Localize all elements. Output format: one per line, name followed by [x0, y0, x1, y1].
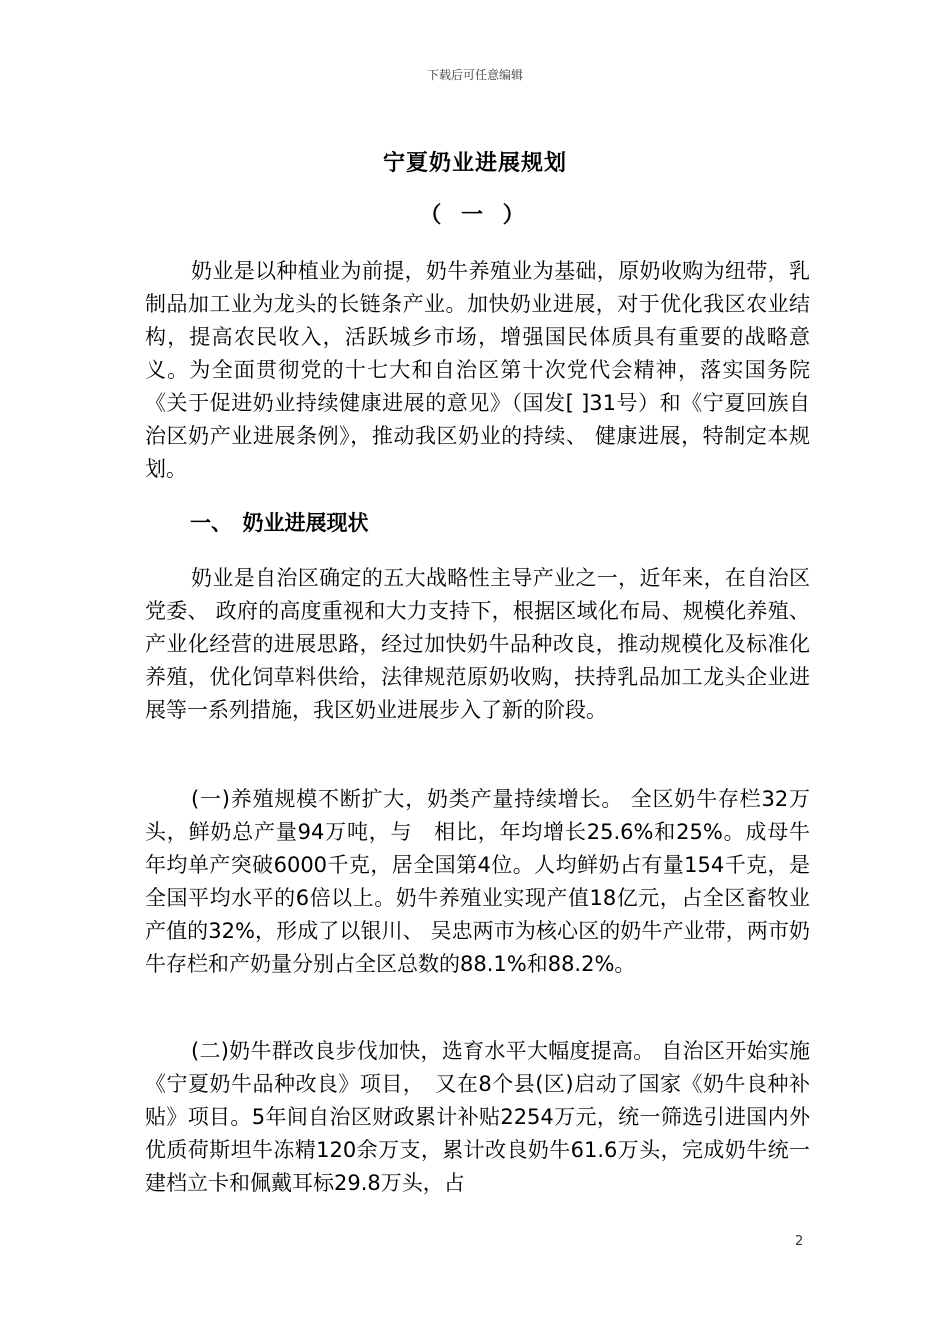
section-heading: 一、 奶业进展现状 [190, 511, 369, 535]
scale-paragraph: (一)养殖规模不断扩大，奶类产量持续增长。 全区奶牛存栏32万头，鲜奶总产量94万吨，与 相比，年均增长25.6%和25%。成母牛年均单产突破6000千克，居全国第4位。人均鲜奶占有量154千克，是全国平均水平的6倍以上。奶牛养殖业实现产值18亿元，占全区畜牧业产值的32%，形成了以银川、 吴忠两市为核心区的奶牛产业带，两市奶牛存栏和产奶量分别占全区总数的88.1%和88.2%。 [145, 787, 810, 976]
document-title: 宁夏奶业进展规划 [382, 151, 567, 176]
document-subtitle: （ 一 ） [419, 203, 531, 228]
status-paragraph: 奶业是自治区确定的五大战略性主导产业之一，近年来，在自治区党委、 政府的高度重视和大力支持下，根据区域化布局、规模化养殖、 产业化经营的进展思路，经过加快奶牛品种改良，推动规模化及标准化养殖，优化饲草料供给，法律规范原奶收购，扶持乳品加工龙头企业进展等一系列措施，我区奶业进展步入了新的阶段。 [145, 566, 810, 722]
page-number: 2 [795, 1234, 804, 1249]
breeding-paragraph: (二)奶牛群改良步伐加快，选育水平大幅度提高。 自治区开始实施《宁夏奶牛品种改良》项目， 又在8个县(区)启动了国家《奶牛良种补贴》项目。5年间自治区财政累计补贴2254万元，统一筛选引进国内外优质荷斯坦牛冻精120余万支，累计改良奶牛61.6万头，完成奶牛统一建档立卡和佩戴耳标29.8万头，占 [145, 1039, 810, 1195]
intro-paragraph: 奶业是以种植业为前提，奶牛养殖业为基础，原奶收购为纽带，乳制品加工业为龙头的长链条产业。加快奶业进展，对于优化我区农业结构，提高农民收入，活跃城乡市场，增强国民体质具有重要的战略意义。为全面贯彻党的十七大和自治区第十次党代会精神，落实国务院《关于促进奶业持续健康进展的意见》（国发[ ]31号）和《宁夏回族自治区奶产业进展条例》，推动我区奶业的持续、 健康进展，特制定本规划。 [145, 259, 810, 481]
page-header-note: 下载后可任意编辑 [426, 68, 523, 82]
